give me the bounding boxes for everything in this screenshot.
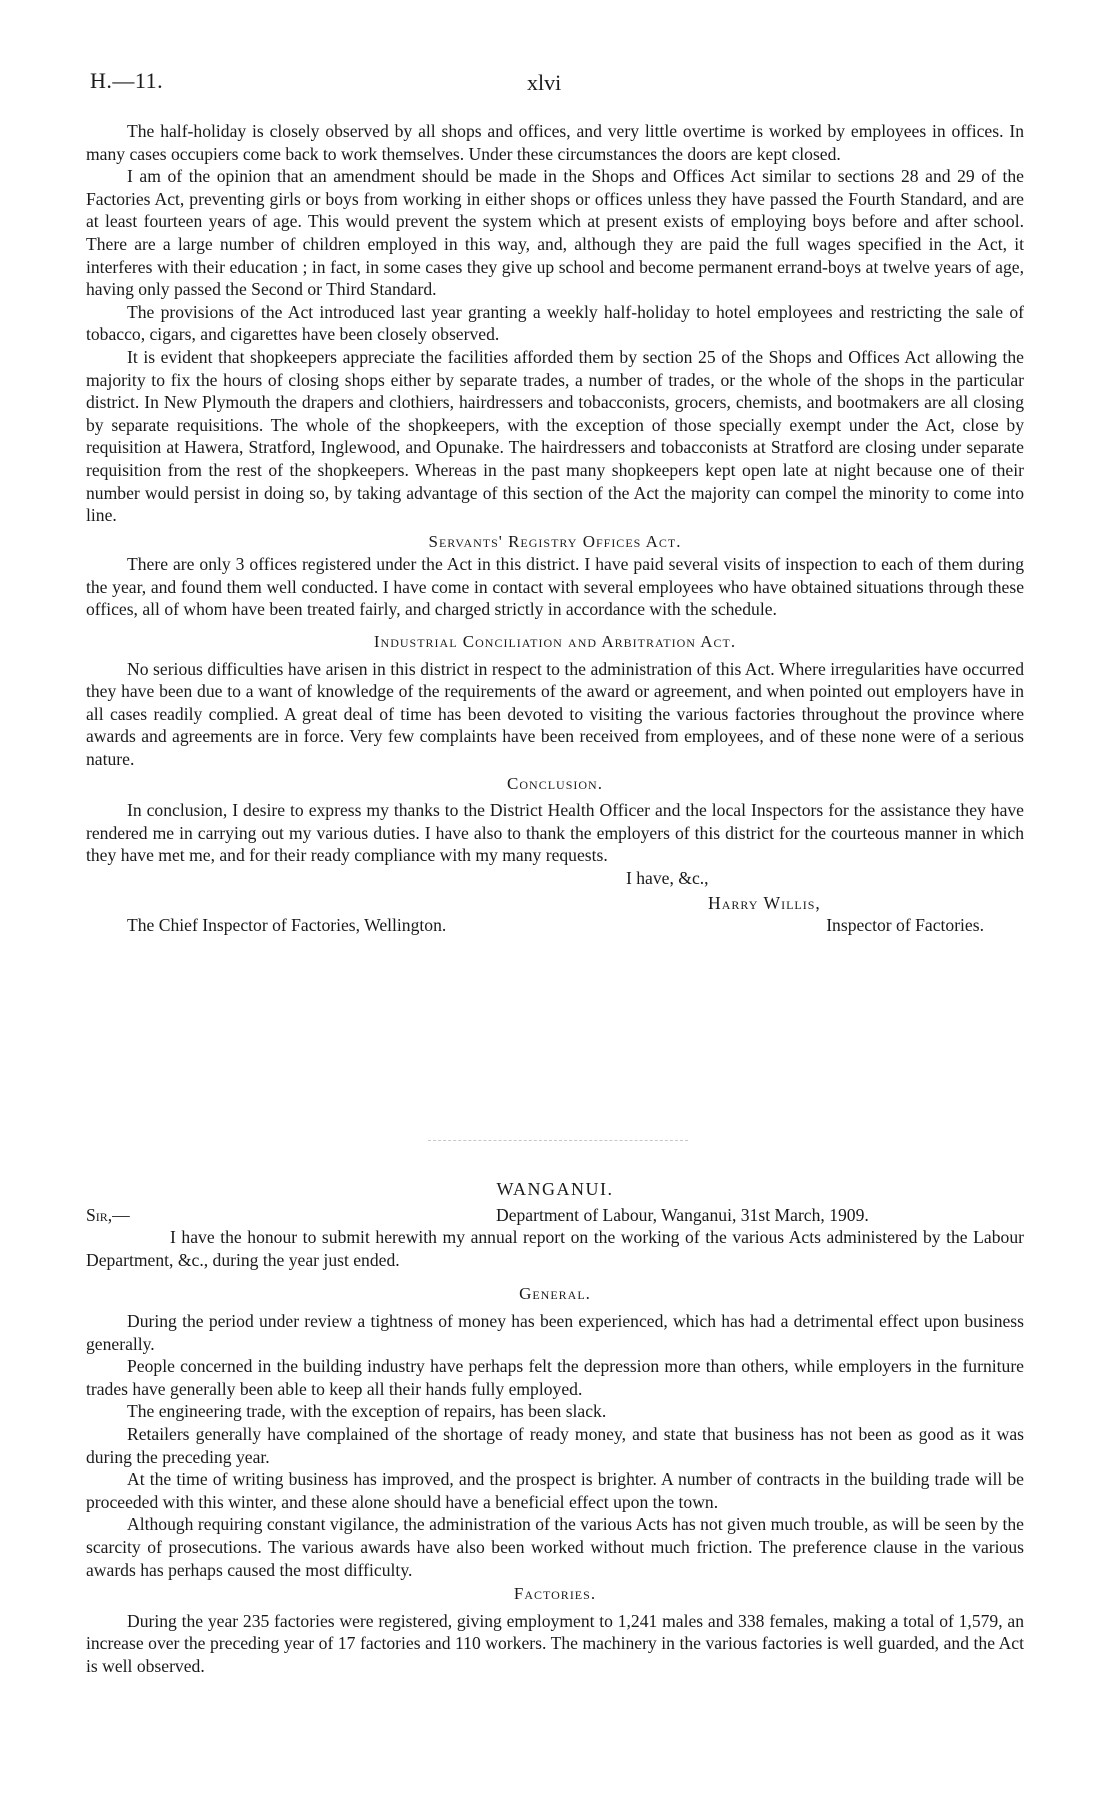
paragraph: People concerned in the building industry have perhaps felt the depression more than others, while employers in the furniture trades have generally been able to keep all their hands fully employed. [86,1356,1024,1399]
district-title: WANGANUI. [496,1179,614,1199]
section-heading: Conclusion. [507,773,603,793]
section-heading: Servants' Registry Offices Act. [428,531,682,551]
paragraph: The provisions of the Act introduced last year granting a weekly half-holiday to hotel employees and restricting the sale of tobacco, cigars, and cigarettes have been closely observed. [86,301,1024,345]
section-divider [428,1140,688,1142]
signature-name: Harry Willis, [708,892,821,913]
closing-line: I have, &c., [626,868,709,888]
paragraph: There are only 3 offices registered under the Act in this district. I have paid several visits of inspection to each of them during the year, and found them well conducted. I have come in contact with several employees who have obtained situations through these offices, all of whom have been treated fairly, and charged strictly in accordance with the schedule. [86,554,1024,620]
section-heading: Industrial Conciliation and Arbitration Act. [373,632,737,652]
salutation: Sir,— [86,1204,130,1225]
paragraph: In conclusion, I desire to express my thanks to the District Health Officer and the local Inspectors for the assistance they have rendered me in carrying out my various duties. I have also to thank the employers of this district for the courteous manner in which they have met me, and for their ready compliance with my many requests. [86,800,1024,866]
signature-title: Inspector of Factories. [826,915,984,936]
paragraph: I have the honour to submit herewith my annual report on the working of the various Acts administered by the Labour Department, &c., during the year just ended. [86,1227,1024,1270]
document-reference: H.—11. [90,68,164,93]
dateline-row [86,1204,1024,1227]
page-number: xlvi [527,70,562,95]
paragraph: Although requiring constant vigilance, the administration of the various Acts has not given much trouble, as will be seen by the scarcity of prosecutions. The various awards have also been worked without much friction. The preference clause in the various awards has perhaps caused the most difficulty. [86,1514,1024,1580]
paragraph: During the period under review a tightness of money has been experienced, which has had a detrimental effect upon business generally. [86,1310,1024,1354]
section-heading: Factories. [513,1584,597,1604]
dateline: Department of Labour, Wanganui, 31st March, 1909. [496,1204,869,1225]
paragraph: At the time of writing business has improved, and the prospect is brighter. A number of contracts in the building trade will be proceeded with this winter, and these alone should have a beneficial effect upon the town. [86,1469,1024,1512]
report-section-taranaki [86,120,1024,937]
paragraph: Retailers generally have complained of the shortage of ready money, and state that business has not been as good as it was during the preceding year. [86,1423,1024,1467]
paragraph: The engineering trade, with the exception of repairs, has been slack. [127,1401,607,1422]
section-heading: General. [519,1284,591,1304]
paragraph: I am of the opinion that an amendment should be made in the Shops and Offices Act similar to sections 28 and 29 of the Factories Act, preventing girls or boys from working in either shops or offices unless they have passed the Fourth Standard, and are at least fourteen years of age. This would prevent the system which at present exists of employing boys before and after school. There are a large number of children employed in this way, and, although they are paid the full wages specified in the Act, it interferes with their education ; in fact, in some cases they give up school and become permanent errand-boys at twelve years of age, having only passed the Second or Third Standard. [86,166,1024,300]
paragraph: During the year 235 factories were registered, giving employment to 1,241 males and 338 females, making a total of 1,579, an increase over the preceding year of 17 factories and 110 workers. The machinery in the various factories is well guarded, and the Act is well observed. [86,1610,1024,1676]
signature-row [86,914,1024,937]
addressee: The Chief Inspector of Factories, Wellington. [127,915,447,936]
paragraph: It is evident that shopkeepers appreciate the facilities afforded them by section 25 of the Shops and Offices Act allowing the majority to fix the hours of closing shops either by separate trades, a number of trades, or the whole of the shops in the particular district. In New Plymouth the drapers and clothiers, hairdressers and tobacconists, grocers, chemists, and bootmakers are all closing by separate requisitions. The whole of the shopkeepers, with the exception of those specially exempt under the Act, close by requisition at Hawera, Stratford, Inglewood, and Opunake. The hairdressers and tobacconists at Stratford are closing under separate requisition from the rest of the shopkeepers. Whereas in the past many shopkeepers kept open late at night because one of their number would persist in doing so, by taking advantage of this section of the Act the majority can compel the minority to come into line. [86,346,1024,526]
paragraph: No serious difficulties have arisen in this district in respect to the administration of this Act. Where irregularities have occurred they have been due to a want of knowledge of the requirements of the award or agreement, and when pointed out employers have in all cases readily complied. A great deal of time has been devoted to visiting the various factories throughout the province where awards and agreements are in force. Very few complaints have been received from employees, and of these none were of a serious nature. [86,658,1024,770]
report-section-wanganui [86,1178,1024,1677]
paragraph: The half-holiday is closely observed by all shops and offices, and very little overtime is worked by employees in offices. In many cases occupiers come back to work themselves. Under these circumstances the doors are kept closed. [86,121,1024,164]
